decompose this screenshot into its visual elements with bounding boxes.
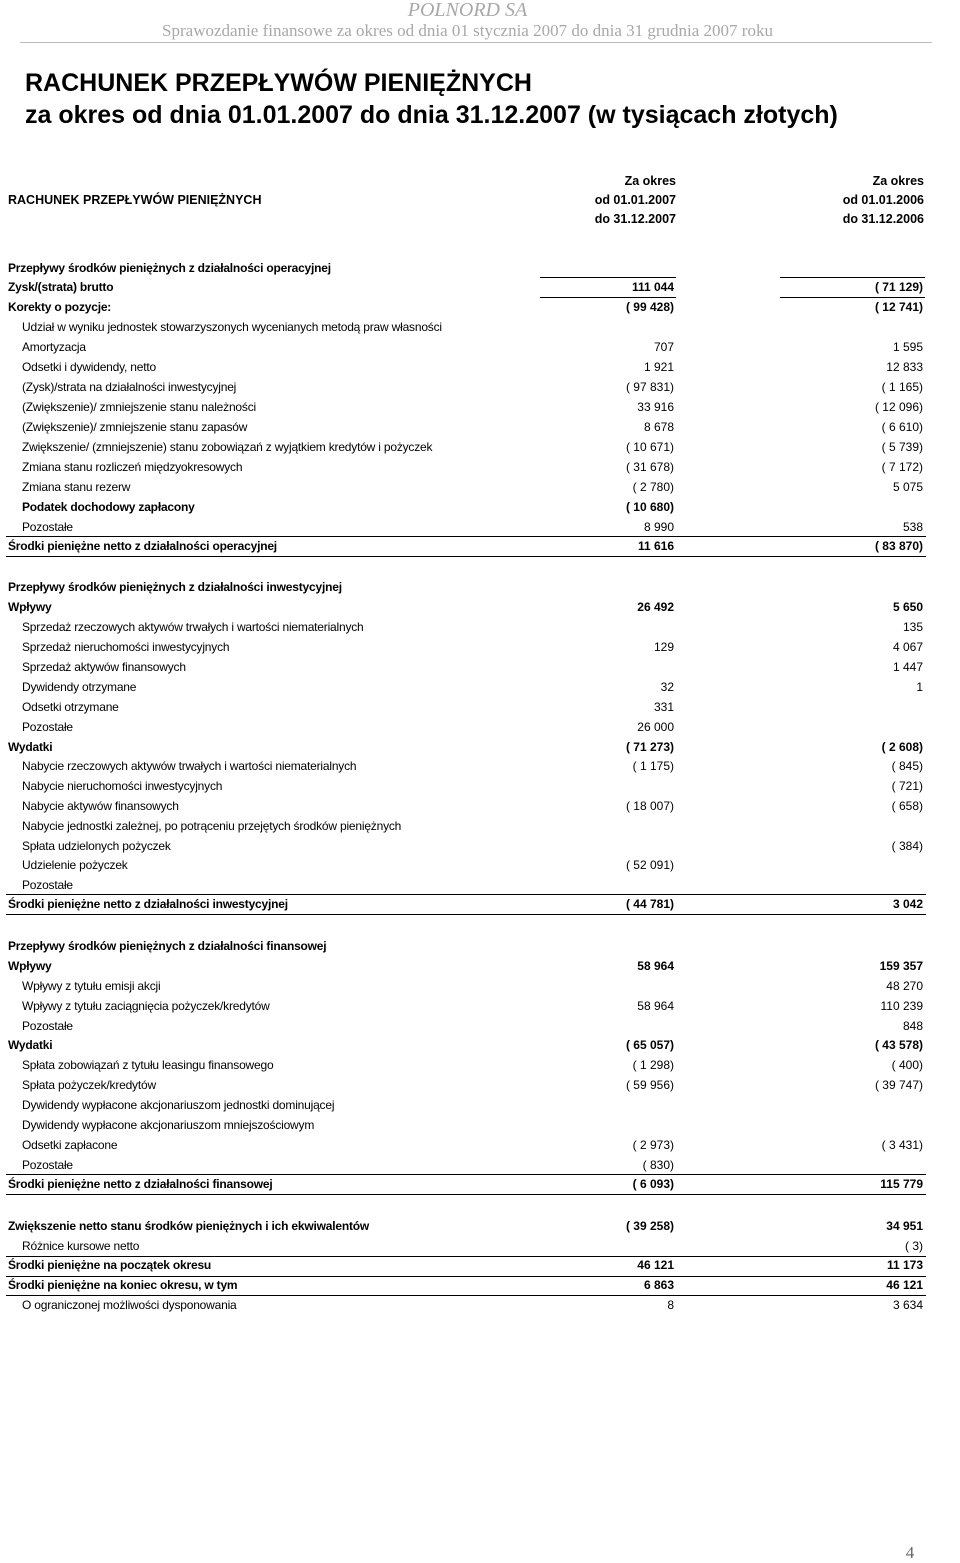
value-2006: ( 721): [891, 779, 923, 793]
table-row: [0, 618, 960, 636]
column-header-2006-line3: do 31.12.2006: [842, 212, 924, 226]
row-label: Zwiększenie netto stanu środków pieniężnych i ich ekwiwalentów: [8, 1219, 370, 1233]
row-label: Nabycie nieruchomości inwestycyjnych: [22, 779, 223, 793]
value-2006: 12 833: [886, 360, 923, 374]
value-2007: ( 71 273): [625, 740, 674, 754]
value-2007: 26 000: [637, 720, 674, 734]
value-2006: 1 595: [892, 340, 923, 354]
value-2006: ( 2 608): [881, 740, 923, 754]
value-2006: ( 384): [891, 839, 923, 853]
row-label: Podatek dochodowy zapłacony: [22, 500, 195, 514]
table-row: [0, 1296, 960, 1314]
row-label: Spłata pożyczek/kredytów: [22, 1078, 156, 1092]
table-row: [0, 438, 960, 456]
value-2007: ( 31 678): [625, 460, 674, 474]
row-label: (Zysk)/strata na działalności inwestycyjnej: [22, 380, 237, 394]
value-2007: ( 52 091): [625, 858, 674, 872]
column-header-2007-line3: do 31.12.2007: [594, 212, 676, 226]
statement-title: RACHUNEK PRZEPŁYWÓW PIENIĘŻNYCH: [25, 69, 532, 97]
table-row: [0, 1136, 960, 1154]
value-2007: ( 10 671): [625, 440, 674, 454]
row-label: Nabycie aktywów finansowych: [22, 799, 179, 813]
value-2006: ( 12 096): [874, 400, 923, 414]
table-row: [0, 797, 960, 815]
value-2006: 5 075: [892, 480, 923, 494]
table-row: [0, 498, 960, 516]
column-header-2006-line2: od 01.01.2006: [842, 193, 924, 207]
table-row: [0, 1116, 960, 1134]
row-label: Wydatki: [8, 1038, 53, 1052]
value-2006: 46 121: [886, 1278, 923, 1292]
column-header-2007-line2: od 01.01.2007: [594, 193, 676, 207]
row-label: Pozostałe: [22, 720, 73, 734]
row-label: Sprzedaż rzeczowych aktywów trwałych i wartości niematerialnych: [22, 620, 364, 634]
table-row: [0, 398, 960, 416]
value-2006: ( 3): [905, 1239, 923, 1253]
value-2007: ( 10 680): [625, 500, 674, 514]
row-label: Wpływy: [8, 959, 52, 973]
row-label: Korekty o pozycje:: [8, 300, 112, 314]
value-2007: ( 39 258): [625, 1219, 674, 1233]
row-label: Pozostałe: [22, 1019, 73, 1033]
table-row: [0, 1017, 960, 1035]
row-label: Środki pieniężne netto z działalności finansowej: [8, 1177, 273, 1191]
value-2007: ( 18 007): [625, 799, 674, 813]
row-label: O ograniczonej możliwości dysponowania: [22, 1298, 237, 1312]
table-row: [0, 298, 960, 316]
value-2007: ( 99 428): [625, 300, 674, 314]
table-row: [0, 718, 960, 736]
value-2007: 33 916: [637, 400, 674, 414]
table-row: [0, 698, 960, 716]
table-row: [0, 318, 960, 336]
value-2006: 159 357: [879, 959, 923, 973]
row-label: Nabycie rzeczowych aktywów trwałych i wartości niematerialnych: [22, 759, 357, 773]
table-row: [0, 856, 960, 874]
row-label: Dywidendy wypłacone akcjonariuszom mniejszościowym: [22, 1118, 315, 1132]
value-2007: 8 678: [643, 420, 674, 434]
table-row: [0, 518, 960, 536]
row-label: Środki pieniężne na koniec okresu, w tym: [8, 1278, 238, 1292]
row-rule: [6, 1295, 926, 1296]
value-2007: 58 964: [637, 959, 674, 973]
value-2006: ( 845): [891, 759, 923, 773]
row-label: Spłata udzielonych pożyczek: [22, 839, 171, 853]
value-2006: ( 7 172): [881, 460, 923, 474]
value-2007: ( 65 057): [625, 1038, 674, 1052]
value-2006: 538: [902, 520, 923, 534]
table-row: [0, 278, 960, 296]
value-2007: 129: [653, 640, 674, 654]
table-row: [0, 1156, 960, 1174]
row-label: Wpływy: [8, 600, 52, 614]
value-2007: ( 97 831): [625, 380, 674, 394]
value-2006: 1: [916, 680, 923, 694]
row-label: Udział w wyniku jednostek stowarzyszonych wycenianych metodą praw własności: [22, 320, 442, 334]
row-label: Zmiana stanu rezerw: [22, 480, 131, 494]
row-label: Przepływy środków pieniężnych z działalności finansowej: [8, 939, 327, 953]
value-2006: 115 779: [880, 1177, 923, 1191]
value-2006: ( 400): [891, 1058, 923, 1072]
table-row: [0, 658, 960, 676]
value-2007: 58 964: [637, 999, 674, 1013]
column-header-2007-line1: Za okres: [624, 174, 676, 188]
table-row: [0, 1076, 960, 1094]
value-2007: ( 2 780): [632, 480, 674, 494]
row-label: Różnice kursowe netto: [22, 1239, 140, 1253]
table-row: [0, 817, 960, 835]
value-2006: ( 1 165): [881, 380, 923, 394]
table-row: [0, 1256, 960, 1274]
table-row: [0, 378, 960, 396]
value-2006: 48 270: [886, 979, 923, 993]
value-2006: ( 71 129): [874, 280, 923, 294]
value-2007: ( 44 781): [625, 897, 674, 911]
row-label: (Zwiększenie)/ zmniejszenie stanu należności: [22, 400, 256, 414]
value-2007: ( 6 093): [632, 1177, 674, 1191]
row-label: Środki pieniężne netto z działalności operacyjnej: [8, 539, 277, 553]
row-label: Środki pieniężne netto z działalności inwestycyjnej: [8, 897, 288, 911]
total-row: [0, 537, 960, 555]
row-label: Odsetki otrzymane: [22, 700, 119, 714]
row-label: Zmiana stanu rozliczeń międzyokresowych: [22, 460, 243, 474]
row-rule: [780, 277, 925, 278]
value-2007: 331: [653, 700, 674, 714]
table-row: [0, 738, 960, 756]
row-label: Spłata zobowiązań z tytułu leasingu finansowego: [22, 1058, 274, 1072]
value-2006: 5 650: [892, 600, 923, 614]
table-row: [0, 1276, 960, 1294]
value-2006: ( 12 741): [874, 300, 923, 314]
value-2006: 4 067: [892, 640, 923, 654]
value-2006: 3 042: [892, 897, 923, 911]
value-2006: 34 951: [886, 1219, 923, 1233]
table-row: [0, 1217, 960, 1235]
row-label: Sprzedaż nieruchomości inwestycyjnych: [22, 640, 230, 654]
row-label: Udzielenie pożyczek: [22, 858, 128, 872]
value-2007: 46 121: [637, 1258, 674, 1272]
table-row: [0, 997, 960, 1015]
value-2007: 32: [660, 680, 674, 694]
value-2007: 6 863: [643, 1278, 674, 1292]
table-row: [0, 259, 960, 277]
column-header-2006-line1: Za okres: [872, 174, 924, 188]
value-2006: ( 5 739): [881, 440, 923, 454]
row-label: Środki pieniężne na początek okresu: [8, 1258, 212, 1272]
value-2006: 11 173: [886, 1258, 923, 1272]
row-label: Dywidendy otrzymane: [22, 680, 137, 694]
table-row: [0, 578, 960, 596]
company-header: POLNORD SA: [407, 0, 528, 21]
value-2006: ( 43 578): [874, 1038, 923, 1052]
value-2007: 111 044: [631, 280, 674, 294]
row-rule: [540, 277, 676, 278]
value-2007: ( 1 298): [632, 1058, 674, 1072]
table-row: [0, 358, 960, 376]
row-label: Nabycie jednostki zależnej, po potrąceniu przejętych środków pieniężnych: [22, 819, 402, 833]
value-2006: ( 39 747): [874, 1078, 923, 1092]
table-row: [0, 1237, 960, 1255]
value-2006: 110 239: [880, 999, 923, 1013]
row-rule: [540, 297, 676, 298]
table-row: [0, 977, 960, 995]
table-row: [0, 598, 960, 616]
row-label: Pozostałe: [22, 520, 73, 534]
value-2007: 8 990: [643, 520, 674, 534]
row-label: Zwiększenie/ (zmniejszenie) stanu zobowiązań z wyjątkiem kredytów i pożyczek: [22, 440, 433, 454]
column-header-label: RACHUNEK PRZEPŁYWÓW PIENIĘŻNYCH: [8, 193, 262, 207]
row-label: Odsetki zapłacone: [22, 1138, 118, 1152]
row-label: Przepływy środków pieniężnych z działalności inwestycyjnej: [8, 580, 342, 594]
report-subtitle-header: Sprawozdanie finansowe za okres od dnia 01 stycznia 2007 do dnia 31 grudnia 2007 roku: [162, 21, 773, 40]
value-2006: 3 634: [892, 1298, 923, 1312]
value-2007: ( 1 175): [632, 759, 674, 773]
table-row: [0, 638, 960, 656]
row-label: Wpływy z tytułu emisji akcji: [22, 979, 161, 993]
row-label: Przepływy środków pieniężnych z działalności operacyjnej: [8, 261, 331, 275]
statement-period: za okres od dnia 01.01.2007 do dnia 31.12.2007 (w tysiącach złotych): [25, 101, 838, 129]
value-2007: ( 59 956): [625, 1078, 674, 1092]
value-2006: ( 658): [891, 799, 923, 813]
total-row: [0, 1175, 960, 1193]
value-2006: ( 83 870): [874, 539, 923, 553]
table-row: [0, 757, 960, 775]
table-row: [0, 1096, 960, 1114]
table-row: [0, 678, 960, 696]
value-2007: 707: [653, 340, 674, 354]
value-2006: 848: [902, 1019, 923, 1033]
header-divider: [20, 42, 932, 43]
table-row: [0, 338, 960, 356]
row-label: Wpływy z tytułu zaciągnięcia pożyczek/kredytów: [22, 999, 270, 1013]
row-label: Odsetki i dywidendy, netto: [22, 360, 156, 374]
row-label: Amortyzacja: [22, 340, 86, 354]
value-2006: 1 447: [892, 660, 923, 674]
row-label: Sprzedaż aktywów finansowych: [22, 660, 186, 674]
table-row: [0, 777, 960, 795]
row-label: Dywidendy wypłacone akcjonariuszom jednostki dominującej: [22, 1098, 335, 1112]
value-2006: ( 6 610): [881, 420, 923, 434]
table-row: [0, 876, 960, 894]
table-row: [0, 937, 960, 955]
value-2007: ( 2 973): [632, 1138, 674, 1152]
row-label: Zysk/(strata) brutto: [8, 280, 114, 294]
page-number: 4: [905, 1543, 915, 1562]
value-2007: 8: [667, 1298, 674, 1312]
table-row: [0, 458, 960, 476]
value-2007: 11 616: [637, 539, 674, 553]
table-row: [0, 957, 960, 975]
row-rule: [6, 1276, 926, 1277]
table-row: [0, 837, 960, 855]
total-row: [0, 895, 960, 913]
row-label: Pozostałe: [22, 1158, 73, 1172]
table-row: [0, 1036, 960, 1054]
row-label: Wydatki: [8, 740, 53, 754]
row-rule: [780, 297, 925, 298]
value-2006: 135: [902, 620, 923, 634]
value-2007: 1 921: [643, 360, 674, 374]
value-2006: ( 3 431): [881, 1138, 923, 1152]
row-label: Pozostałe: [22, 878, 73, 892]
row-rule: [6, 1256, 926, 1257]
table-row: [0, 418, 960, 436]
value-2007: 26 492: [637, 600, 674, 614]
row-label: (Zwiększenie)/ zmniejszenie stanu zapasów: [22, 420, 248, 434]
value-2007: ( 830): [642, 1158, 674, 1172]
table-row: [0, 1056, 960, 1074]
table-row: [0, 478, 960, 496]
